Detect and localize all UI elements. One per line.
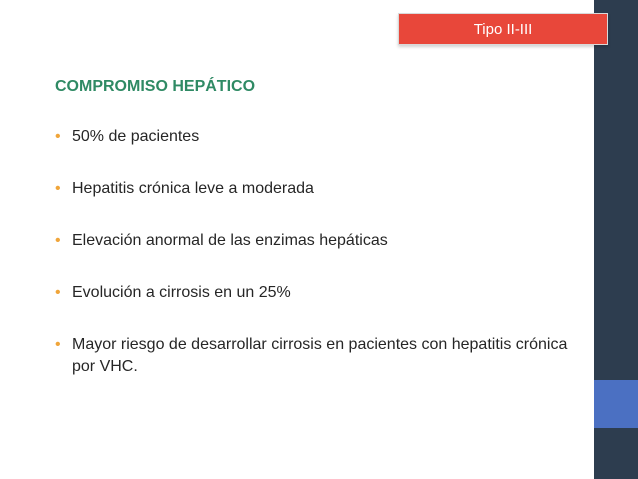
bullet-dot-icon: • xyxy=(55,180,61,197)
bullet-text: 50% de pacientes xyxy=(72,128,200,145)
bullet-item xyxy=(55,282,575,304)
bullet-text: Hepatitis crónica leve a moderada xyxy=(72,180,314,197)
bullet-text: Evolución a cirrosis en un 25% xyxy=(72,284,291,301)
bullet-item xyxy=(55,334,575,378)
bullet-text: Elevación anormal de las enzimas hepáticas xyxy=(72,232,388,249)
section-heading: COMPROMISO HEPÁTICO xyxy=(55,78,256,95)
type-tag: Tipo II-III xyxy=(398,13,608,45)
bullet-item xyxy=(55,230,575,252)
bullet-dot-icon: • xyxy=(55,232,61,249)
bullet-item xyxy=(55,126,575,148)
bullet-dot-icon: • xyxy=(55,128,61,145)
right-sidebar-accent-block xyxy=(594,380,638,428)
bullet-item xyxy=(55,178,575,200)
bullet-text: Mayor riesgo de desarrollar cirrosis en pacientes con hepatitis crónica por VHC. xyxy=(72,336,568,375)
bullet-list xyxy=(55,126,575,408)
bullet-dot-icon: • xyxy=(55,336,61,353)
bullet-dot-icon: • xyxy=(55,284,61,301)
